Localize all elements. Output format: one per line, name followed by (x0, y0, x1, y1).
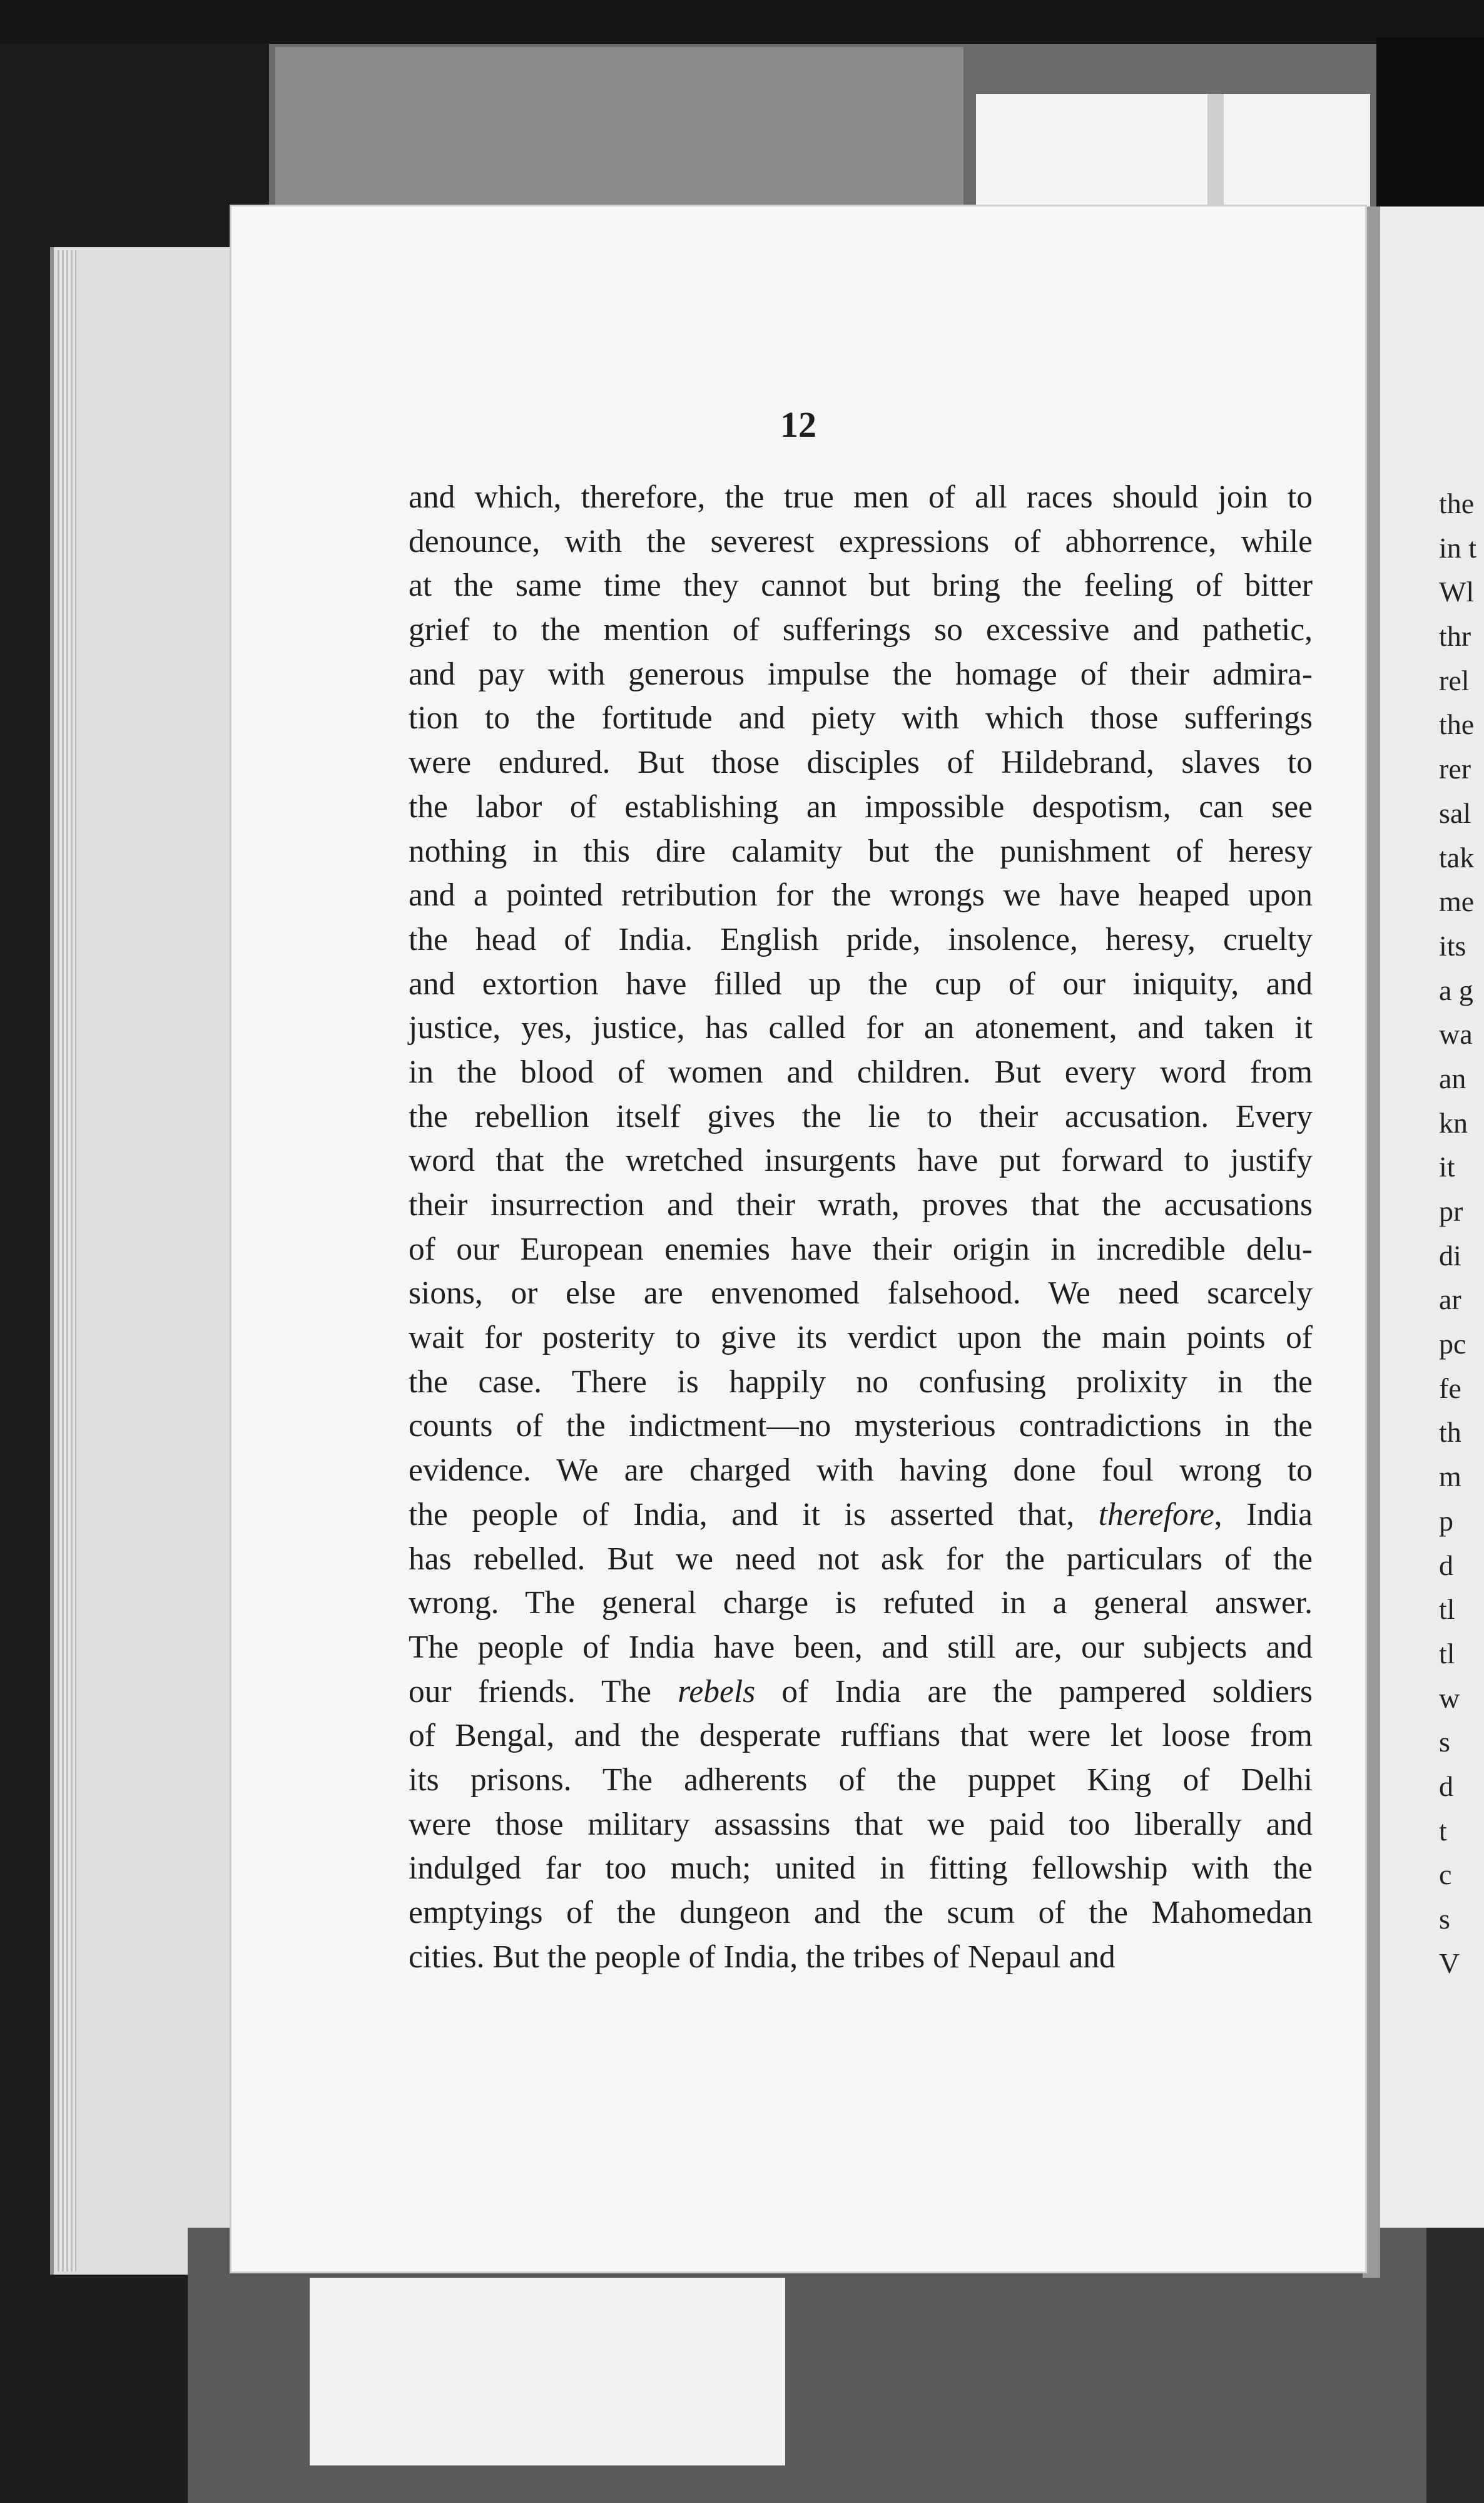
document-page (231, 206, 1365, 2271)
facing-text-fragment: ar (1439, 1283, 1461, 1316)
facing-text-fragment: kn (1439, 1106, 1468, 1139)
facing-text-fragment: c (1439, 1858, 1452, 1891)
text-line: wrong. The general charge is refuted in a general answer. (409, 1585, 1313, 1621)
text-line: its prisons. The adherents of the puppet King of Delhi (409, 1761, 1313, 1798)
text-line: and a pointed retribution for the wrongs we have heaped upon (409, 877, 1313, 914)
facing-text-fragment: rer (1439, 753, 1471, 785)
facing-text-fragment: d (1439, 1770, 1453, 1802)
facing-text-fragment: V (1439, 1947, 1460, 1979)
facing-text-fragment: a g (1439, 974, 1473, 1006)
text-line: counts of the indictment—no mysterious contradictions in the (409, 1408, 1313, 1444)
italic-word: therefore (1098, 1496, 1214, 1532)
text-line: in the blood of women and children. But every word from (409, 1054, 1313, 1090)
text-line: tion to the fortitude and piety with which those sufferings (409, 700, 1313, 737)
text-line: at the same time they cannot but bring the feeling of bitter (409, 568, 1313, 604)
text-line: wait for posterity to give its verdict upon the main points of (409, 1320, 1313, 1356)
facing-text-fragment: m (1439, 1461, 1461, 1493)
facing-text-fragment: me (1439, 885, 1475, 918)
text-line: of Bengal, and the desperate ruffians that were let loose from (409, 1718, 1313, 1754)
text-line: the head of India. English pride, insolence, heresy, cruelty (409, 921, 1313, 957)
facing-text-fragment: rel (1439, 664, 1470, 696)
facing-text-fragment: tl (1439, 1637, 1455, 1670)
facing-text-fragment: sal (1439, 797, 1471, 829)
text-line: denounce, with the severest expressions of abhorrence, while (409, 523, 1313, 559)
facing-text-fragment: in t (1439, 531, 1477, 564)
text-line: and pay with generous impulse the homage of their admira- (409, 656, 1313, 692)
text-line: of our European enemies have their origin in incredible delu- (409, 1231, 1313, 1267)
facing-page-text (1439, 482, 1484, 1986)
text-segment: , India (1214, 1496, 1313, 1532)
text-line: their insurrection and their wrath, proves that the accusations (409, 1187, 1313, 1223)
page-stack-left (50, 247, 241, 2275)
facing-text-fragment: p (1439, 1504, 1453, 1537)
facing-text-fragment: s (1439, 1903, 1450, 1935)
facing-text-fragment: pr (1439, 1195, 1463, 1227)
facing-text-fragment: di (1439, 1239, 1461, 1272)
text-line: the case. There is happily no confusing prolixity in the (409, 1364, 1313, 1400)
text-line: nothing in this dire calamity but the punishment of heresy (409, 833, 1313, 869)
paper-tab-bottom (310, 2278, 785, 2465)
facing-text-fragment: s (1439, 1726, 1450, 1758)
facing-text-fragment: Wl (1439, 576, 1475, 608)
facing-text-fragment: tl (1439, 1593, 1455, 1626)
text-line (409, 1670, 1313, 1715)
facing-text-fragment: the (1439, 708, 1475, 741)
page-stack-edges (58, 250, 76, 2271)
facing-text-fragment: th (1439, 1416, 1461, 1449)
text-line: were those military assassins that we paid too liberally and (409, 1806, 1313, 1842)
facing-text-fragment: wa (1439, 1018, 1473, 1051)
text-line: and extortion have filled up the cup of our iniquity, and (409, 966, 1313, 1002)
text-line: and which, therefore, the true men of all races should join to (409, 479, 1313, 515)
facing-text-fragment: thr (1439, 620, 1471, 653)
facing-text-fragment: tak (1439, 841, 1475, 874)
page-number: 12 (780, 404, 816, 445)
text-line: the rebellion itself gives the lie to their accusation. Every (409, 1098, 1313, 1134)
text-line: emptyings of the dungeon and the scum of the Mahomedan (409, 1895, 1313, 1930)
italic-word: rebels (678, 1673, 756, 1710)
text-segment: the people of India, and it is asserted that, (409, 1496, 1099, 1532)
background-panel-top (275, 47, 963, 228)
facing-text-fragment: an (1439, 1062, 1466, 1094)
text-line: word that the wretched insurgents have put forward to justify (409, 1143, 1313, 1179)
text-line: cities. But the people of India, the tribes of Nepaul and (409, 1939, 1116, 1975)
text-line: evidence. We are charged with having done foul wrong to (409, 1452, 1313, 1489)
text-segment: of India are the pampered soldiers (755, 1673, 1313, 1710)
text-line: has rebelled. But we need not ask for the particulars of the (409, 1541, 1313, 1577)
text-line: The people of India have been, and still are, our subjects and (409, 1629, 1313, 1665)
text-line (409, 1493, 1313, 1537)
facing-text-fragment: d (1439, 1549, 1453, 1581)
facing-text-fragment: fe (1439, 1372, 1461, 1404)
facing-text-fragment: t (1439, 1814, 1447, 1847)
background-right-bottom (1426, 2228, 1484, 2503)
facing-text-fragment: the (1439, 487, 1475, 519)
text-line: indulged far too much; united in fitting fellowship with the (409, 1850, 1313, 1887)
page-gutter-shadow (1363, 206, 1380, 2278)
text-line: justice, yes, justice, has called for an atonement, and taken it (409, 1010, 1313, 1046)
text-line: were endured. But those disciples of Hildebrand, slaves to (409, 745, 1313, 781)
text-line: the labor of establishing an impossible despotism, can see (409, 788, 1313, 825)
facing-text-fragment: it (1439, 1151, 1455, 1183)
body-text (409, 476, 1313, 1979)
facing-text-fragment: pc (1439, 1328, 1466, 1360)
background-top-edge (0, 0, 1484, 44)
facing-text-fragment: its (1439, 929, 1466, 962)
text-line: grief to the mention of sufferings so excessive and pathetic, (409, 612, 1313, 648)
facing-text-fragment: w (1439, 1681, 1460, 1714)
text-segment: our friends. The (409, 1673, 678, 1710)
text-line: sions, or else are envenomed falsehood. We need scarcely (409, 1275, 1313, 1312)
